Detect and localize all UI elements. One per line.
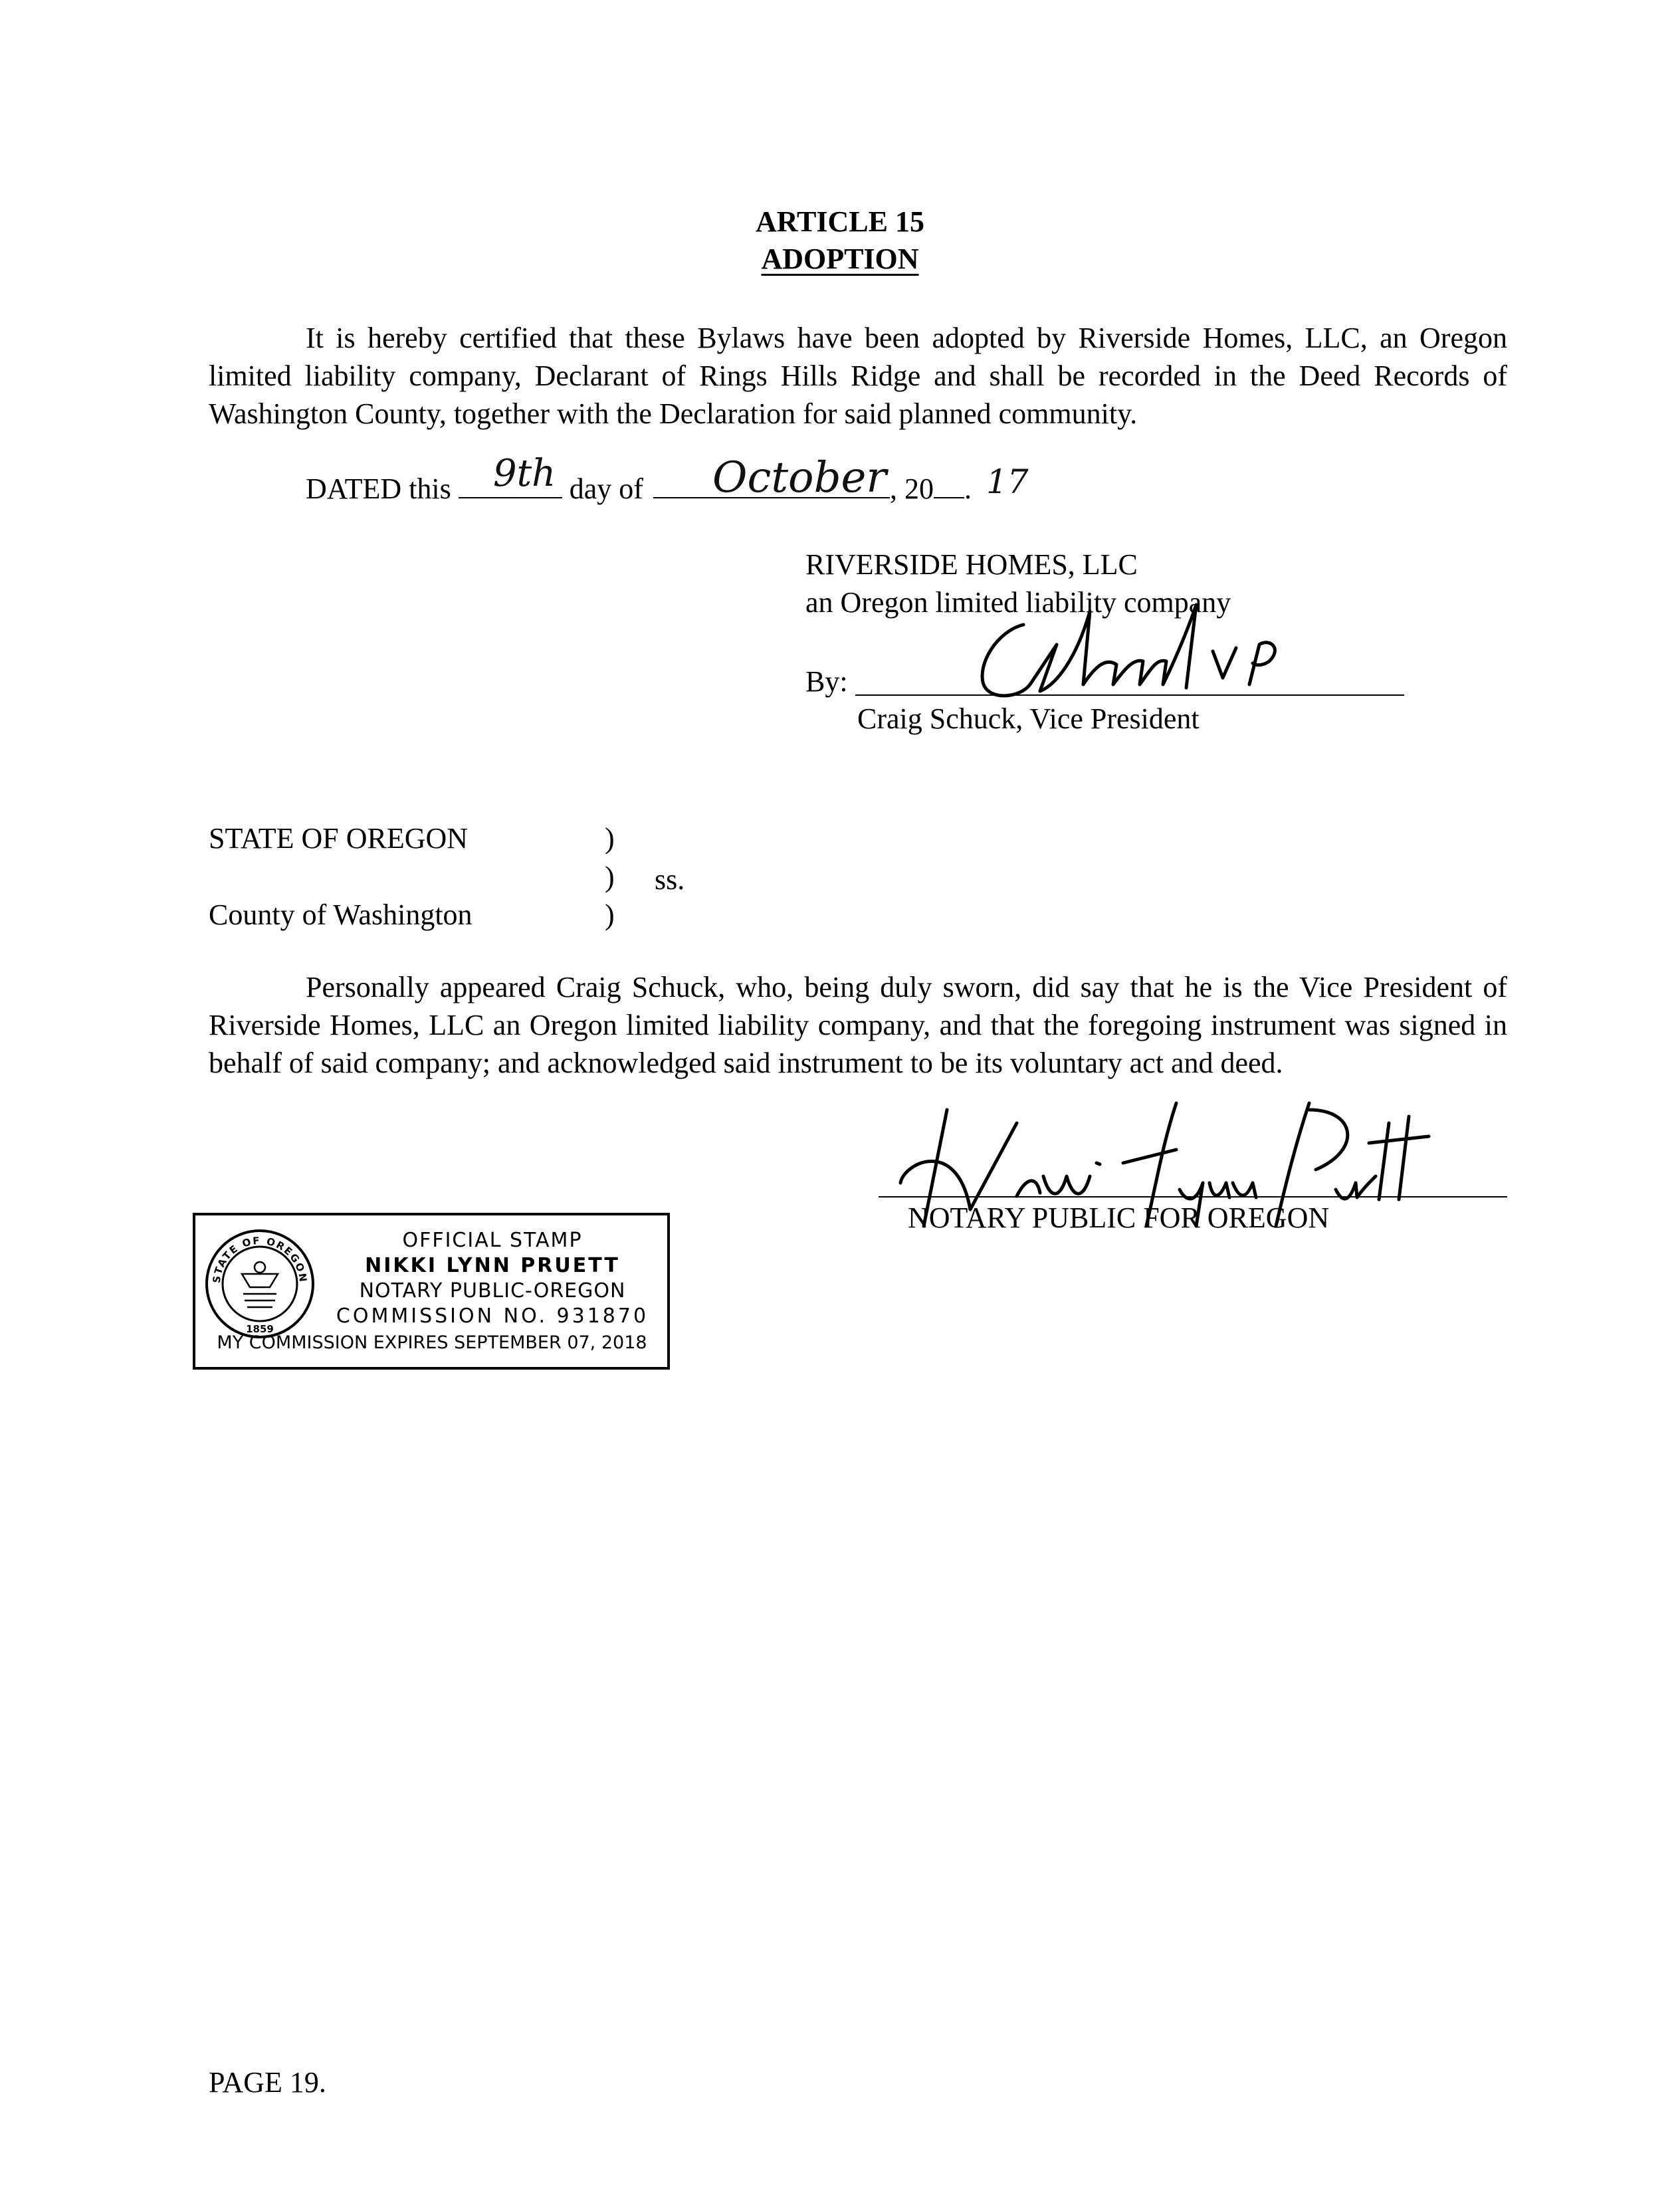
signer-signature xyxy=(957,585,1303,718)
venue-paren-2: ) xyxy=(605,861,615,893)
stamp-notary-role: NOTARY PUBLIC-OREGON xyxy=(359,1279,626,1303)
notary-stamp xyxy=(193,1213,670,1370)
dated-prefix: DATED this xyxy=(306,472,451,505)
page-number: PAGE 19. xyxy=(209,2066,326,2099)
dated-end: . xyxy=(964,472,972,505)
seal-year: 1859 xyxy=(246,1323,274,1335)
handwritten-month: October xyxy=(712,453,887,502)
venue-paren-3: ) xyxy=(605,898,615,931)
company-name: RIVERSIDE HOMES, LLC xyxy=(805,548,1138,581)
venue-ss: ss. xyxy=(655,863,685,896)
stamp-title: OFFICIAL STAMP xyxy=(402,1229,583,1252)
handwritten-year: 17 xyxy=(986,463,1029,501)
notary-title: NOTARY PUBLIC FOR OREGON xyxy=(908,1201,1330,1234)
handwritten-day: 9th xyxy=(493,452,556,495)
year-prefix: , 20 xyxy=(889,472,934,505)
signer-name: Craig Schuck, Vice President xyxy=(857,702,1200,735)
venue-state: STATE OF OREGON xyxy=(209,822,469,855)
seal-top-text: STATE OF OREGON xyxy=(210,1234,310,1284)
stamp-expiration: MY COMMISSION EXPIRES SEPTEMBER 07, 2018 xyxy=(217,1332,647,1353)
stamp-commission-number: COMMISSION NO. 931870 xyxy=(336,1304,649,1328)
article-number: ARTICLE 15 xyxy=(756,205,924,238)
article-title: ADOPTION xyxy=(761,243,919,275)
dated-middle: day of xyxy=(569,472,643,505)
company-description: an Oregon limited liability company xyxy=(805,586,1231,619)
adoption-paragraph: It is hereby certified that these Bylaws have been adopted by Riverside Homes, LLC, an Oregon limited liability company, Declarant of Rings Hills Ridge and shall be recorded in the Deed Records of Washington County, together with the Declaration for said planned community. xyxy=(209,322,1507,430)
by-label: By: xyxy=(805,665,848,698)
notary-signature-line xyxy=(879,1196,1507,1198)
venue-county: County of Washington xyxy=(209,898,472,931)
acknowledgment-paragraph: Personally appeared Craig Schuck, who, being duly sworn, did say that he is the Vice President of Riverside Homes, LLC an Oregon limited liability company, and that the foregoing instrument was signed in behalf of said company; and acknowledged said instrument to be its voluntary act and deed. xyxy=(209,971,1507,1079)
oregon-seal-icon xyxy=(203,1227,316,1340)
venue-paren-1: ) xyxy=(605,822,615,855)
stamp-notary-name: NIKKI LYNN PRUETT xyxy=(365,1254,620,1277)
year-blank xyxy=(934,497,964,498)
